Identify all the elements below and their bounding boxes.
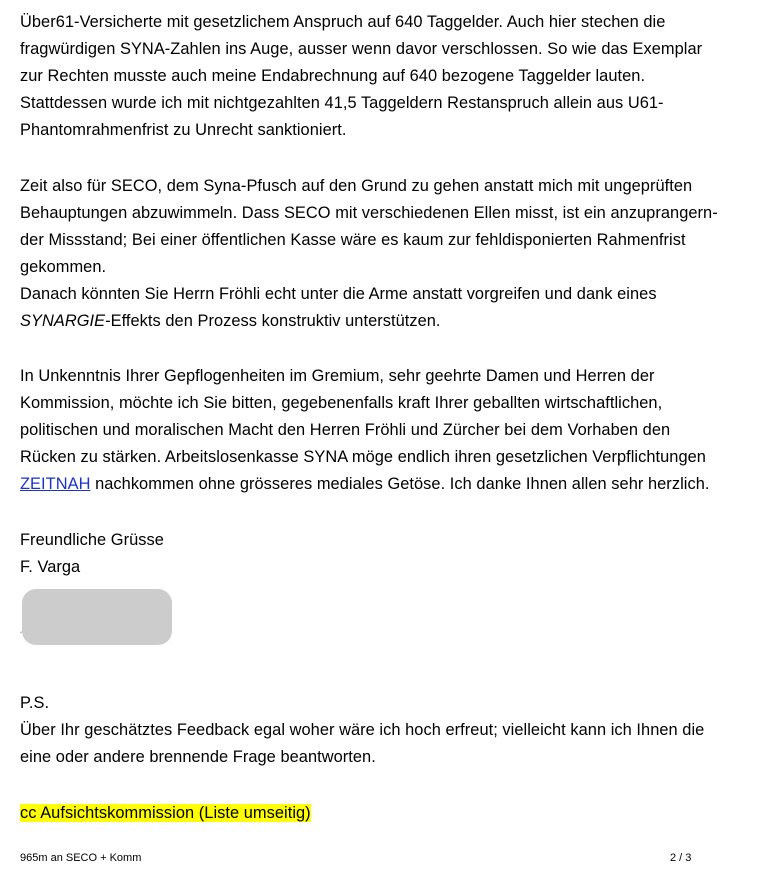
postscript xyxy=(20,690,768,771)
paragraph-line: In Unkenntnis Ihrer Gepflogenheiten im Gremium, sehr geehrte Damen und Herren der xyxy=(20,367,655,385)
paragraph-line-rest: -Effekts den Prozess konstruktiv unterstützen. xyxy=(105,312,441,330)
closing-block xyxy=(20,527,768,581)
footer-page-number: 2 / 3 xyxy=(670,852,692,864)
paragraph-line: Über61-Versicherte mit gesetzlichem Anspruch auf 640 Taggelder. Auch hier stechen die xyxy=(20,13,666,31)
cc-line xyxy=(20,800,768,827)
closing-greeting: Freundliche Grüsse xyxy=(20,531,164,549)
paragraph-line: eine oder andere brennende Frage beantworten. xyxy=(20,748,376,766)
paragraph-line: politischen und moralischen Macht den Herren Fröhli und Zürcher bei dem Vorhaben den xyxy=(20,421,671,439)
footer-filename: 965m an SECO + Komm xyxy=(20,852,142,864)
signature-blur xyxy=(22,589,172,645)
paragraph-line: fragwürdigen SYNA-Zahlen ins Auge, ausser wenn davor verschlossen. So wie das Exemplar xyxy=(20,40,703,58)
paragraph-line: Über Ihr geschätztes Feedback egal woher wäre ich hoch erfreut; vielleicht kann ich Ihnen die xyxy=(20,721,705,739)
synargie-emphasis: SYNARGIE xyxy=(20,312,106,330)
signature-redacted xyxy=(16,585,176,649)
paragraph-line: Behauptungen abzuwimmeln. Dass SECO mit verschiedenen Ellen misst, ist ein anzuprangern- xyxy=(20,204,718,222)
paragraph-3 xyxy=(20,363,768,498)
paragraph-1 xyxy=(20,9,768,144)
paragraph-line: Zeit also für SECO, dem Syna-Pfusch auf den Grund zu gehen anstatt mich mit ungeprüften xyxy=(20,177,693,195)
paragraph-line: der Missstand; Bei einer öffentlichen Kasse wäre es kaum zur fehldisponierten Rahmenfrist xyxy=(20,231,686,249)
paragraph-line xyxy=(20,308,768,335)
paragraph-line xyxy=(20,471,768,498)
ps-label: P.S. xyxy=(20,694,50,712)
author-name: F. Varga xyxy=(20,558,81,576)
paragraph-line-rest: nachkommen ohne grösseres mediales Getöse. Ich danke Ihnen allen sehr herzlich. xyxy=(90,475,710,493)
zeitnah-link[interactable]: ZEITNAH xyxy=(20,475,91,493)
paragraph-line: gekommen. xyxy=(20,258,107,276)
paragraph-line: zur Rechten musste auch meine Endabrechnung auf 640 bezogene Taggelder lauten. xyxy=(20,67,646,85)
paragraph-line: Danach könnten Sie Herrn Fröhli echt unter die Arme anstatt vorgreifen und dank eines xyxy=(20,285,657,303)
paragraph-line: Stattdessen wurde ich mit nichtgezahlten 41,5 Taggeldern Restanspruch allein aus U61- xyxy=(20,94,664,112)
cc-highlight: cc Aufsichtskommission (Liste umseitig) xyxy=(20,804,311,822)
paragraph-line: Rücken zu stärken. Arbeitslosenkasse SYNA möge endlich ihren gesetzlichen Verpflichtungen xyxy=(20,448,706,466)
paragraph-2 xyxy=(20,173,768,335)
paragraph-line: Phantomrahmenfrist zu Unrecht sanktioniert. xyxy=(20,121,347,139)
paragraph-line: Kommission, möchte ich Sie bitten, gegebenenfalls kraft Ihrer geballten wirtschaftlichen, xyxy=(20,394,663,412)
